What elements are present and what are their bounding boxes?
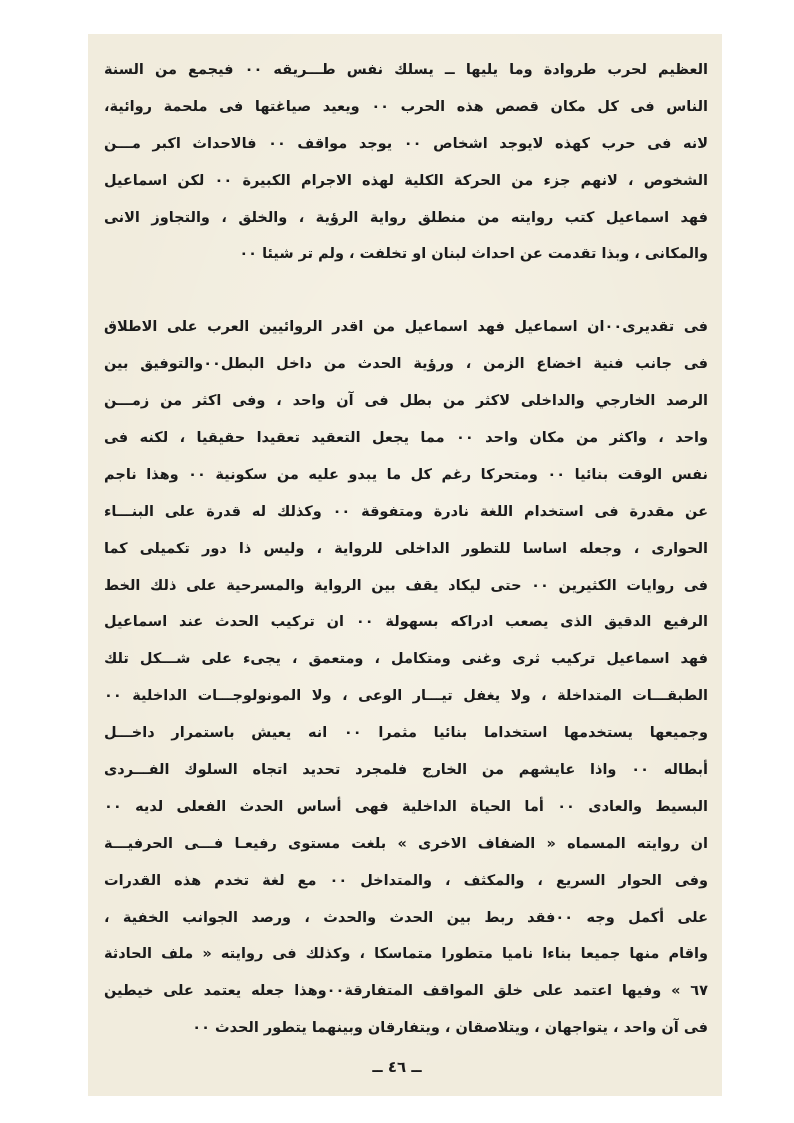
- paragraph-1: [104, 52, 708, 273]
- text-line: فهد اسماعيل كتب روايته من منطلق رواية الرؤية ، والخلق ، والتجاوز الانى: [104, 209, 708, 226]
- text-line: الرصد الخارجي والداخلى لاكثر من بطل فى آن واحد ، وفى اكثر من زمـــن: [104, 393, 708, 410]
- text-line: ٦٧ » وفيها اعتمد على خلق المواقف المتفارقة٠٠وهذا جعله يعتمد على خيطين: [104, 983, 708, 1000]
- text-line: الناس فى كل مكان قصص هذه الحرب ٠٠ ويعيد صياغتها فى ملحمة روائية،: [104, 98, 708, 115]
- text-line: فى روايات الكثيرين ٠٠ حتى ليكاد يقف بين الرواية والمسرحية على ذلك الخط: [104, 577, 708, 594]
- text-line: نفس الوقت بنائيا ٠٠ ومتحركا رغم كل ما يبدو عليه من سكونية ٠٠ وهذا ناجم: [104, 466, 708, 483]
- text-line: وفى الحوار السريع ، والمكثف ، والمتداخل ٠٠ مع لغة تخدم هذه القدرات: [104, 872, 708, 889]
- paragraph-2: [104, 309, 708, 1047]
- text-line: الحوارى ، وجعله اساسا للتطور الداخلى للرواية ، وليس ذا دور تكميلى كما: [104, 540, 708, 557]
- text-line: واقام منها جميعا بناءا ناميا متطورا متماسكا ، وكذلك فى روايته « ملف الحادثة: [104, 946, 708, 963]
- text-line: العظيم لحرب طروادة وما يليها ــ يسلك نفس طـــريقه ٠٠ فيجمع من السنة: [104, 62, 708, 78]
- text-line: فى آن واحد ، يتواجهان ، ويتلاصقان ، ويتفارقان وبينهما يتطور الحدث ٠٠: [192, 1020, 708, 1037]
- paragraph-gap: [104, 273, 708, 309]
- text-line: أبطاله ٠٠ واذا عايشهم من الخارج فلمجرد تحديد اتجاه السلوك الفـــردى: [104, 762, 708, 779]
- text-line: فى تقديرى٠٠ان اسماعيل فهد اسماعيل من اقدر الروائيين العرب على الاطلاق: [104, 319, 708, 336]
- text-line: وجميعها يستخدمها استخداما بنائيا مثمرا ٠٠ انه يعيش باستمرار داخـــل: [104, 725, 708, 742]
- body-text: [104, 52, 708, 1047]
- text-line: البسيط والعادى ٠٠ أما الحياة الداخلية فهى أساس الحدث الفعلى لديه ٠٠: [104, 798, 708, 815]
- text-line: واحد ، واكثر من مكان واحد ٠٠ مما يجعل التعقيد تعقيدا حقيقيا ، لكنه فى: [104, 430, 708, 447]
- text-line: الرفيع الدقيق الذى يصعب ادراكه بسهولة ٠٠ ان تركيب الحدث عند اسماعيل: [104, 614, 708, 631]
- text-line: عن مقدرة فى استخدام اللغة نادرة ومتفوقة ٠٠ وكذلك له قدرة على البنـــاء: [104, 503, 708, 520]
- text-line: الشخوص ، لانهم جزء من الحركة الكلية لهذه الاجرام الكبيرة ٠٠ لكن اسماعيل: [104, 172, 708, 189]
- text-line: ان روايته المسماه « الضفاف الاخرى » بلغت مستوى رفيعـا فـــى الحرفيـــة: [104, 835, 708, 852]
- text-line: الطبقـــات المتداخلة ، ولا يغفل تيـــار الوعى ، ولا المونولوجـــات الداخلية ٠٠: [104, 688, 708, 705]
- text-line: على أكمل وجه ٠٠فقد ربط بين الحدث والحدث ، ورصد الجوانب الخفية ،: [104, 909, 708, 926]
- page-number: ــ ٤٦ ــ: [372, 1058, 422, 1076]
- text-line: فى جانب فنية اخضاع الزمن ، ورؤية الحدث من داخل البطل٠٠والتوفيق بين: [104, 356, 708, 373]
- text-line: والمكانى ، وبذا تقدمت عن احداث لبنان او تخلفت ، ولم تر شيئا ٠٠: [239, 246, 708, 263]
- text-line: لانه فى حرب كهذه لايوجد اشخاص ٠٠ يوجد مواقف ٠٠ فالاحداث اكبر مـــن: [104, 135, 708, 152]
- text-line: فهد اسماعيل تركيب ثرى وغنى ومتكامل ، ومتعمق ، يجىء على شـــكل تلك: [104, 651, 708, 668]
